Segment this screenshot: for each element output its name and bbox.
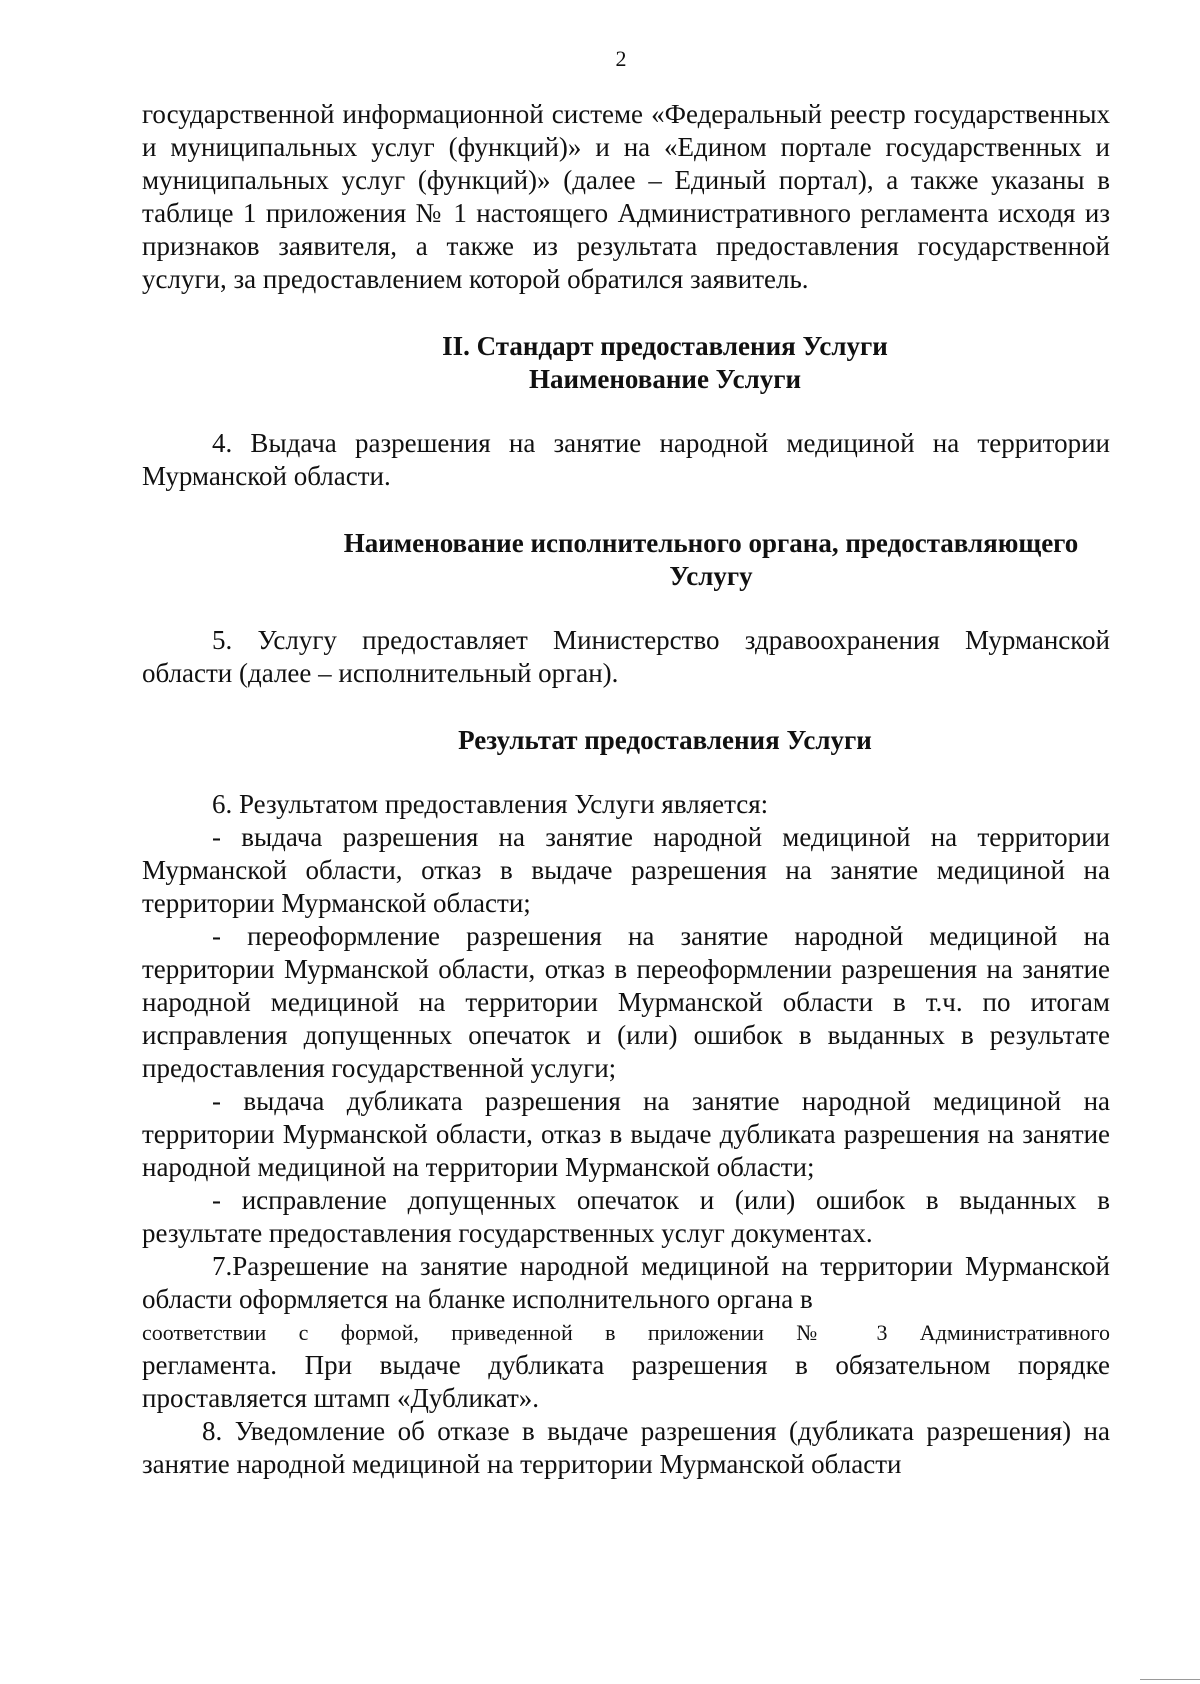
result-item-2: - переоформление разрешения на занятие народной медициной на территории Мурманской области, отказ в переоформлении разрешения на занятие народной медициной на территории Мурманской области в т.ч. по итогам исправления допущенных опечаток и (или) ошибок в выданных в результате предоставления государственной услуги;	[142, 921, 1110, 1083]
result-heading-block	[142, 724, 1110, 757]
section-subtitle: Наименование Услуги	[528, 364, 802, 394]
paragraph-7-part2: соответствии с формой, приведенной в приложении № 3 Административного	[142, 1320, 1110, 1345]
intro-paragraph: государственной информационной системе «Федеральный реестр государственных и муниципальных услуг (функций)» и на «Едином портале государственных и муниципальных услуг (функций)» (далее – Единый портал), а также указаны в таблице 1 приложения № 1 настоящего Административного регламента исходя из признаков заявителя, а также из результата предоставления государственной услуги, за предоставлением которой обратился заявитель.	[142, 99, 1110, 294]
result-item-4: - исправление допущенных опечаток и (или) ошибок в выданных в результате предоставления государственных услуг документах.	[142, 1185, 1110, 1248]
organ-heading	[142, 527, 1110, 593]
result-item-1: - выдача разрешения на занятие народной медициной на территории Мурманской области, отказ в выдаче разрешения на занятие медициной на территории Мурманской области;	[142, 822, 1110, 918]
paragraph-7-part1: 7.Разрешение на занятие народной медициной на территории Мурманской области оформляется на бланке исполнительного органа в	[142, 1251, 1110, 1314]
paragraph-8: 8. Уведомление об отказе в выдаче разрешения (дубликата разрешения) на занятие народной медициной на территории Мурманской области	[142, 1416, 1110, 1479]
paragraph-4: 4. Выдача разрешения на занятие народной медициной на территории Мурманской области.	[142, 428, 1110, 491]
organ-heading-line1: Наименование исполнительного органа, предоставляющего	[343, 528, 1079, 558]
paragraph-6: 6. Результатом предоставления Услуги является:	[212, 789, 769, 819]
section-heading	[142, 330, 1110, 396]
paragraph-5: 5. Услугу предоставляет Министерство здравоохранения Мурманской области (далее – исполнительный орган).	[142, 625, 1110, 688]
page-corner-line	[1140, 1679, 1200, 1680]
paragraph-7-part3: регламента. При выдаче дубликата разрешения в обязательном порядке проставляется штамп «Дубликат».	[142, 1350, 1110, 1413]
section-title: II. Стандарт предоставления Услуги	[442, 331, 888, 361]
result-heading: Результат предоставления Услуги	[458, 725, 872, 755]
result-item-3: - выдача дубликата разрешения на занятие народной медициной на территории Мурманской области, отказ в выдаче дубликата разрешения на занятие народной медициной на территории Мурманской области;	[142, 1086, 1110, 1182]
organ-heading-line2: Услугу	[669, 561, 753, 591]
document-body	[142, 98, 1110, 1481]
page-number: 2	[615, 46, 627, 71]
